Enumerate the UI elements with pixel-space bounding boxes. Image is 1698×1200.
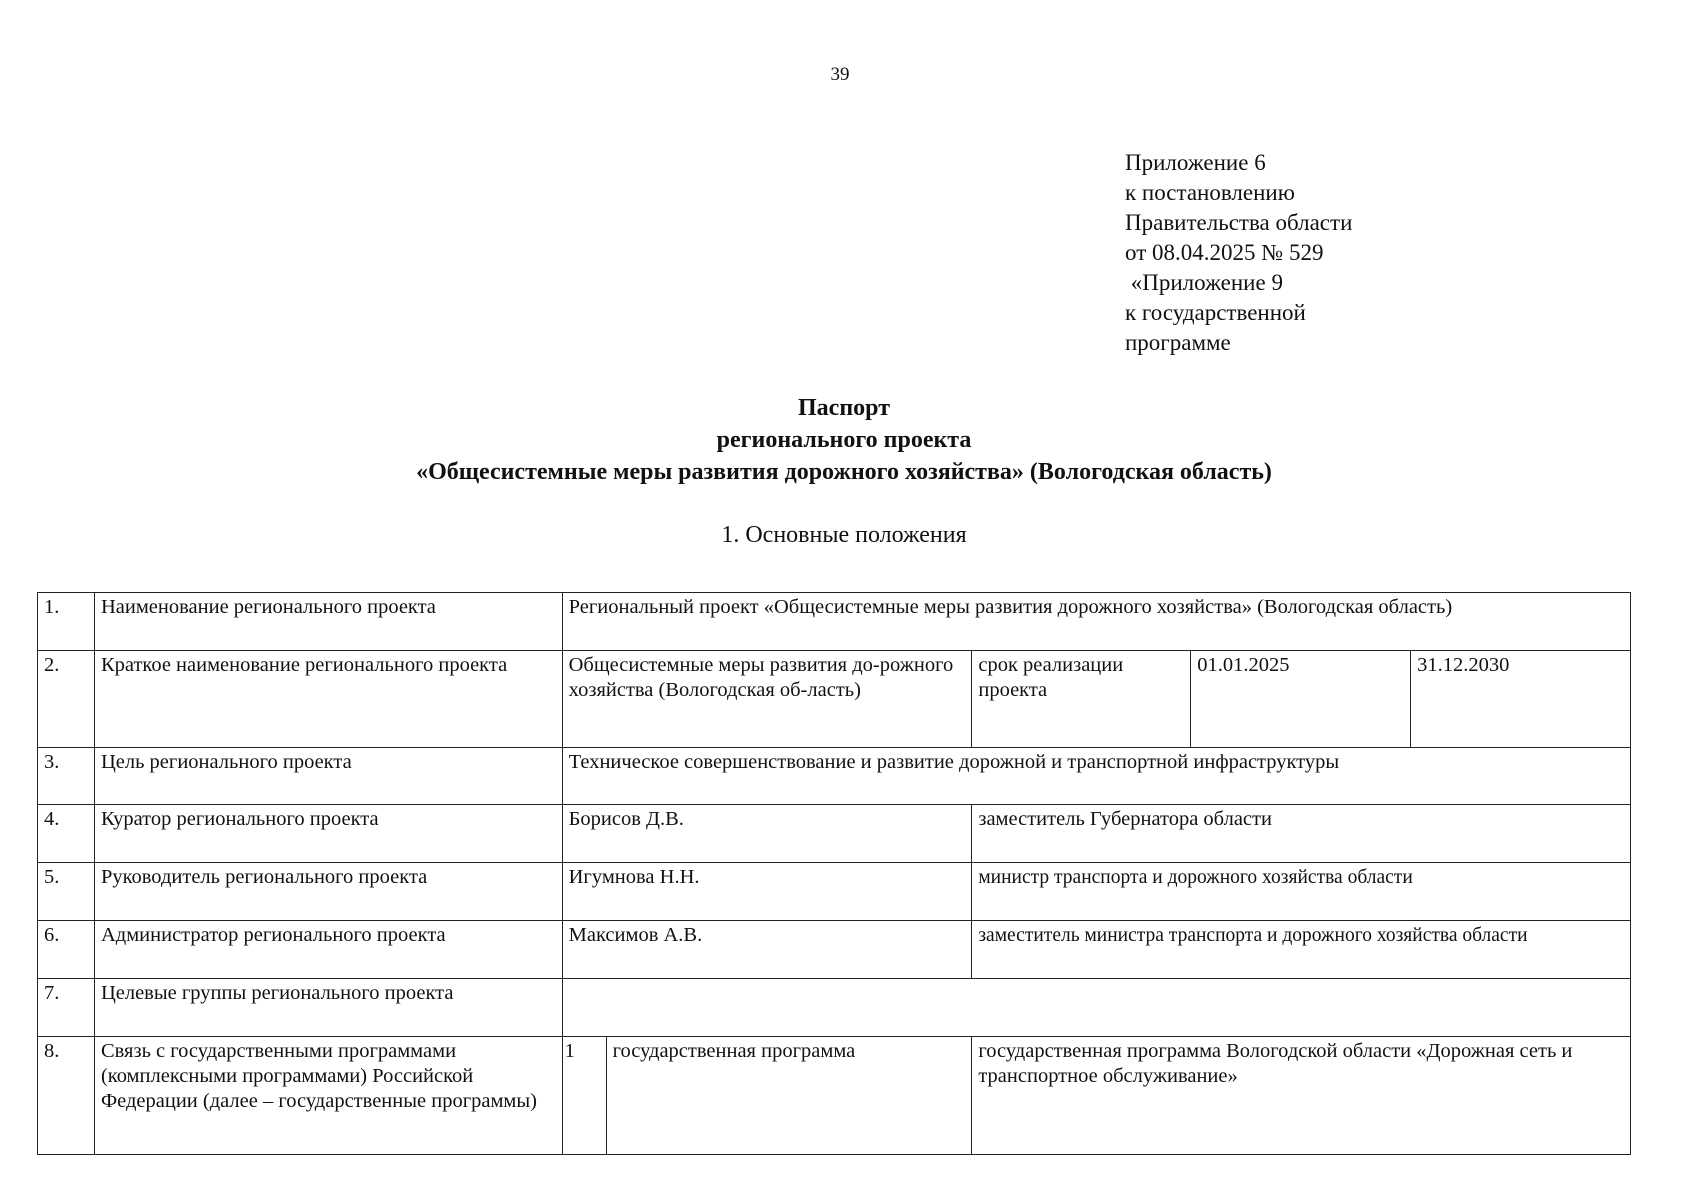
sub-number: 1 xyxy=(562,1037,606,1155)
row-number: 3. xyxy=(38,748,95,805)
row-number: 1. xyxy=(38,593,95,651)
title-line: регионального проекта xyxy=(716,427,972,453)
term-label: срок реализации проекта xyxy=(972,651,1191,748)
table-row xyxy=(38,863,1631,921)
annex-line: к постановлению xyxy=(1125,180,1295,205)
row-label: Цель регионального проекта xyxy=(94,748,562,805)
annex-line: от 08.04.2025 № 529 xyxy=(1125,240,1324,265)
short-name-value: Общесистемные меры развития до-рожного хозяйства (Вологодская об-ласть) xyxy=(562,651,972,748)
annex-line: Правительства области xyxy=(1125,210,1353,235)
row-number: 2. xyxy=(38,651,95,748)
row-label: Связь с государственными программами (комплексными программами) Российской Федерации (далее – государственные программы) xyxy=(94,1037,562,1155)
annex-line: Приложение 6 xyxy=(1125,150,1266,175)
table-row xyxy=(38,979,1631,1037)
person-position: заместитель Губернатора области xyxy=(972,805,1631,863)
row-label: Краткое наименование регионального проекта xyxy=(94,651,562,748)
end-date: 31.12.2030 xyxy=(1411,651,1631,748)
program-name: государственная программа Вологодской области «Дорожная сеть и транспортное обслуживание» xyxy=(972,1037,1631,1155)
row-label: Целевые группы регионального проекта xyxy=(94,979,562,1037)
table-row xyxy=(38,805,1631,863)
table-row xyxy=(38,748,1631,805)
row-value: Техническое совершенствование и развитие дорожной и транспортной инфраструктуры xyxy=(562,748,1630,805)
row-number: 5. xyxy=(38,863,95,921)
row-number: 7. xyxy=(38,979,95,1037)
start-date: 01.01.2025 xyxy=(1191,651,1411,748)
table-row xyxy=(38,651,1631,748)
passport-table xyxy=(37,592,1631,1155)
person-position: заместитель министра транспорта и дорожного хозяйства области xyxy=(972,921,1631,979)
table-row xyxy=(38,1037,1631,1155)
table-row xyxy=(38,593,1631,651)
row-value: Региональный проект «Общесистемные меры развития дорожного хозяйства» (Вологодская область) xyxy=(562,593,1630,651)
row-label: Руководитель регионального проекта xyxy=(94,863,562,921)
annex-line: программе xyxy=(1125,330,1231,355)
row-label: Куратор регионального проекта xyxy=(94,805,562,863)
section-heading: 1. Основные положения xyxy=(721,522,967,548)
person-position: министр транспорта и дорожного хозяйства области xyxy=(972,863,1631,921)
row-number: 4. xyxy=(38,805,95,863)
table-row xyxy=(38,921,1631,979)
row-number: 6. xyxy=(38,921,95,979)
title-line: «Общесистемные меры развития дорожного хозяйства» (Вологодская область) xyxy=(416,459,1272,485)
person-name: Максимов А.В. xyxy=(562,921,972,979)
annex-line: «Приложение 9 xyxy=(1125,270,1283,295)
person-name: Игумнова Н.Н. xyxy=(562,863,972,921)
person-name: Борисов Д.В. xyxy=(562,805,972,863)
annex-block xyxy=(1125,148,1352,358)
program-type: государственная программа xyxy=(606,1037,972,1155)
document-title xyxy=(0,392,1688,488)
row-number: 8. xyxy=(38,1037,95,1155)
row-value xyxy=(562,979,1630,1037)
row-label: Наименование регионального проекта xyxy=(94,593,562,651)
annex-line: к государственной xyxy=(1125,300,1306,325)
title-line: Паспорт xyxy=(798,395,890,421)
page-number: 39 xyxy=(830,64,850,85)
row-label: Администратор регионального проекта xyxy=(94,921,562,979)
